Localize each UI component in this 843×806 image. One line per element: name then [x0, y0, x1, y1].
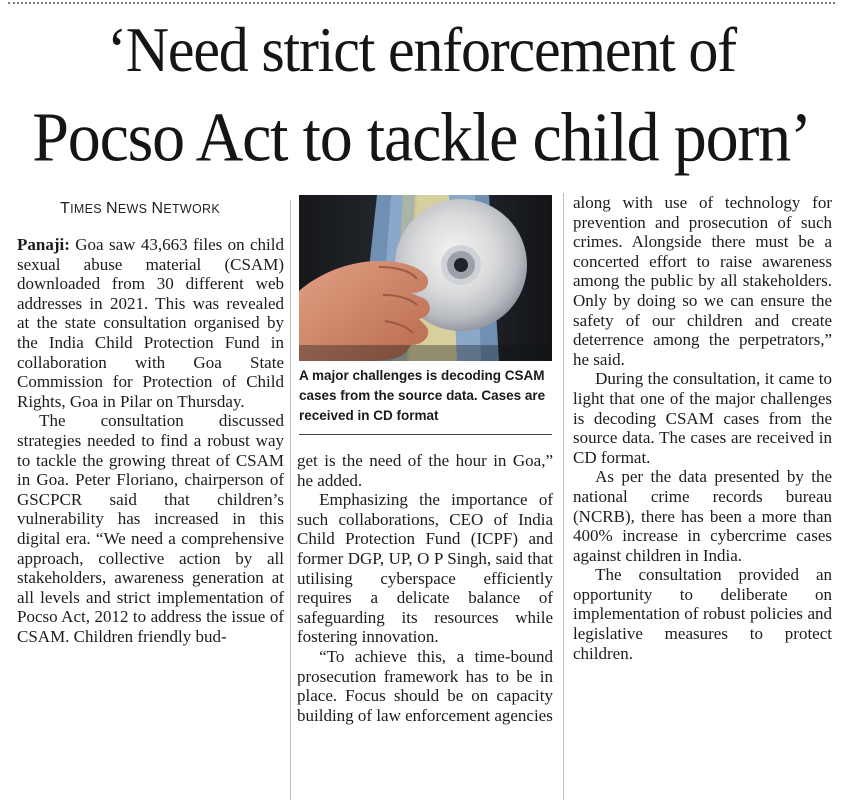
column-divider	[563, 193, 564, 800]
article-paragraph: “To achieve this, a time-bound prosecution framework has to be in place. Focus should be on capacity building of law enforcement agencies	[297, 646, 553, 725]
article-column-1	[17, 235, 284, 646]
article-paragraph: get is the need of the hour in Goa,” he added.	[297, 451, 553, 490]
headline-line-1: ‘Need strict enforcement of	[107, 15, 736, 85]
top-dotted-rule	[8, 2, 835, 4]
byline: TIMES NEWS NETWORK	[60, 200, 221, 217]
column-divider	[290, 200, 291, 800]
article-paragraph: The consultation discussed strategies needed to find a robust way to tackle the growing threat of CSAM in Goa. Peter Floriano, chairperson of GSCPCR said that children’s vulnerability has increased in this digital era. “We need a comprehensive approach, collective action by all stakeholders, awareness generation at all levels and strict implementation of Pocso Act, 2012 to address the issue of CSAM. Children friendly bud-	[17, 411, 284, 646]
article-paragraph: Emphasizing the importance of such collaborations, CEO of India Child Protection Fund (ICPF) and former DGP, UP, O P Singh, said that utilising cyberspace efficiently requires a delicate balance of safeguarding its resources while fostering innovation.	[297, 490, 553, 647]
article-paragraph: During the consultation, it came to light that one of the major challenges is decoding CSAM cases from the source data. The cases are received in CD format.	[573, 369, 832, 467]
cd-photo	[299, 195, 552, 361]
article-paragraph: along with use of technology for prevention and prosecution of such crimes. Alongside there must be a concerted effort to raise awareness among the public by all stakeholders. Only by doing so we can ensure the safety of our children and create deterrence among the perpetrators,” he said.	[573, 193, 832, 369]
article-column-2	[297, 451, 553, 725]
headline-line-2: Pocso Act to tackle child porn’	[32, 98, 811, 177]
hand-holding-cd-illustration	[299, 195, 552, 361]
photo-caption: A major challenges is decoding CSAM cases from the source data. Cases are received in CD format	[299, 368, 546, 423]
article-paragraph: The consultation provided an opportunity to deliberate on implementation of robust policies and legislative measures to protect children.	[573, 565, 832, 663]
dateline: Panaji:	[17, 235, 70, 254]
caption-rule	[299, 434, 552, 435]
article-paragraph: As per the data presented by the national crime records bureau (NCRB), there has been a more than 400% increase in cybercrime cases against children in India.	[573, 467, 832, 565]
article-paragraph: Panaji: Goa saw 43,663 files on child sexual abuse material (CSAM) downloaded from 30 different web addresses in 2021. This was revealed at the state consultation organised by the India Child Protection Fund in collaboration with Goa State Commission for Protection of Child Rights, Goa in Pilar on Thursday.	[17, 235, 284, 411]
article-column-3	[573, 193, 832, 663]
